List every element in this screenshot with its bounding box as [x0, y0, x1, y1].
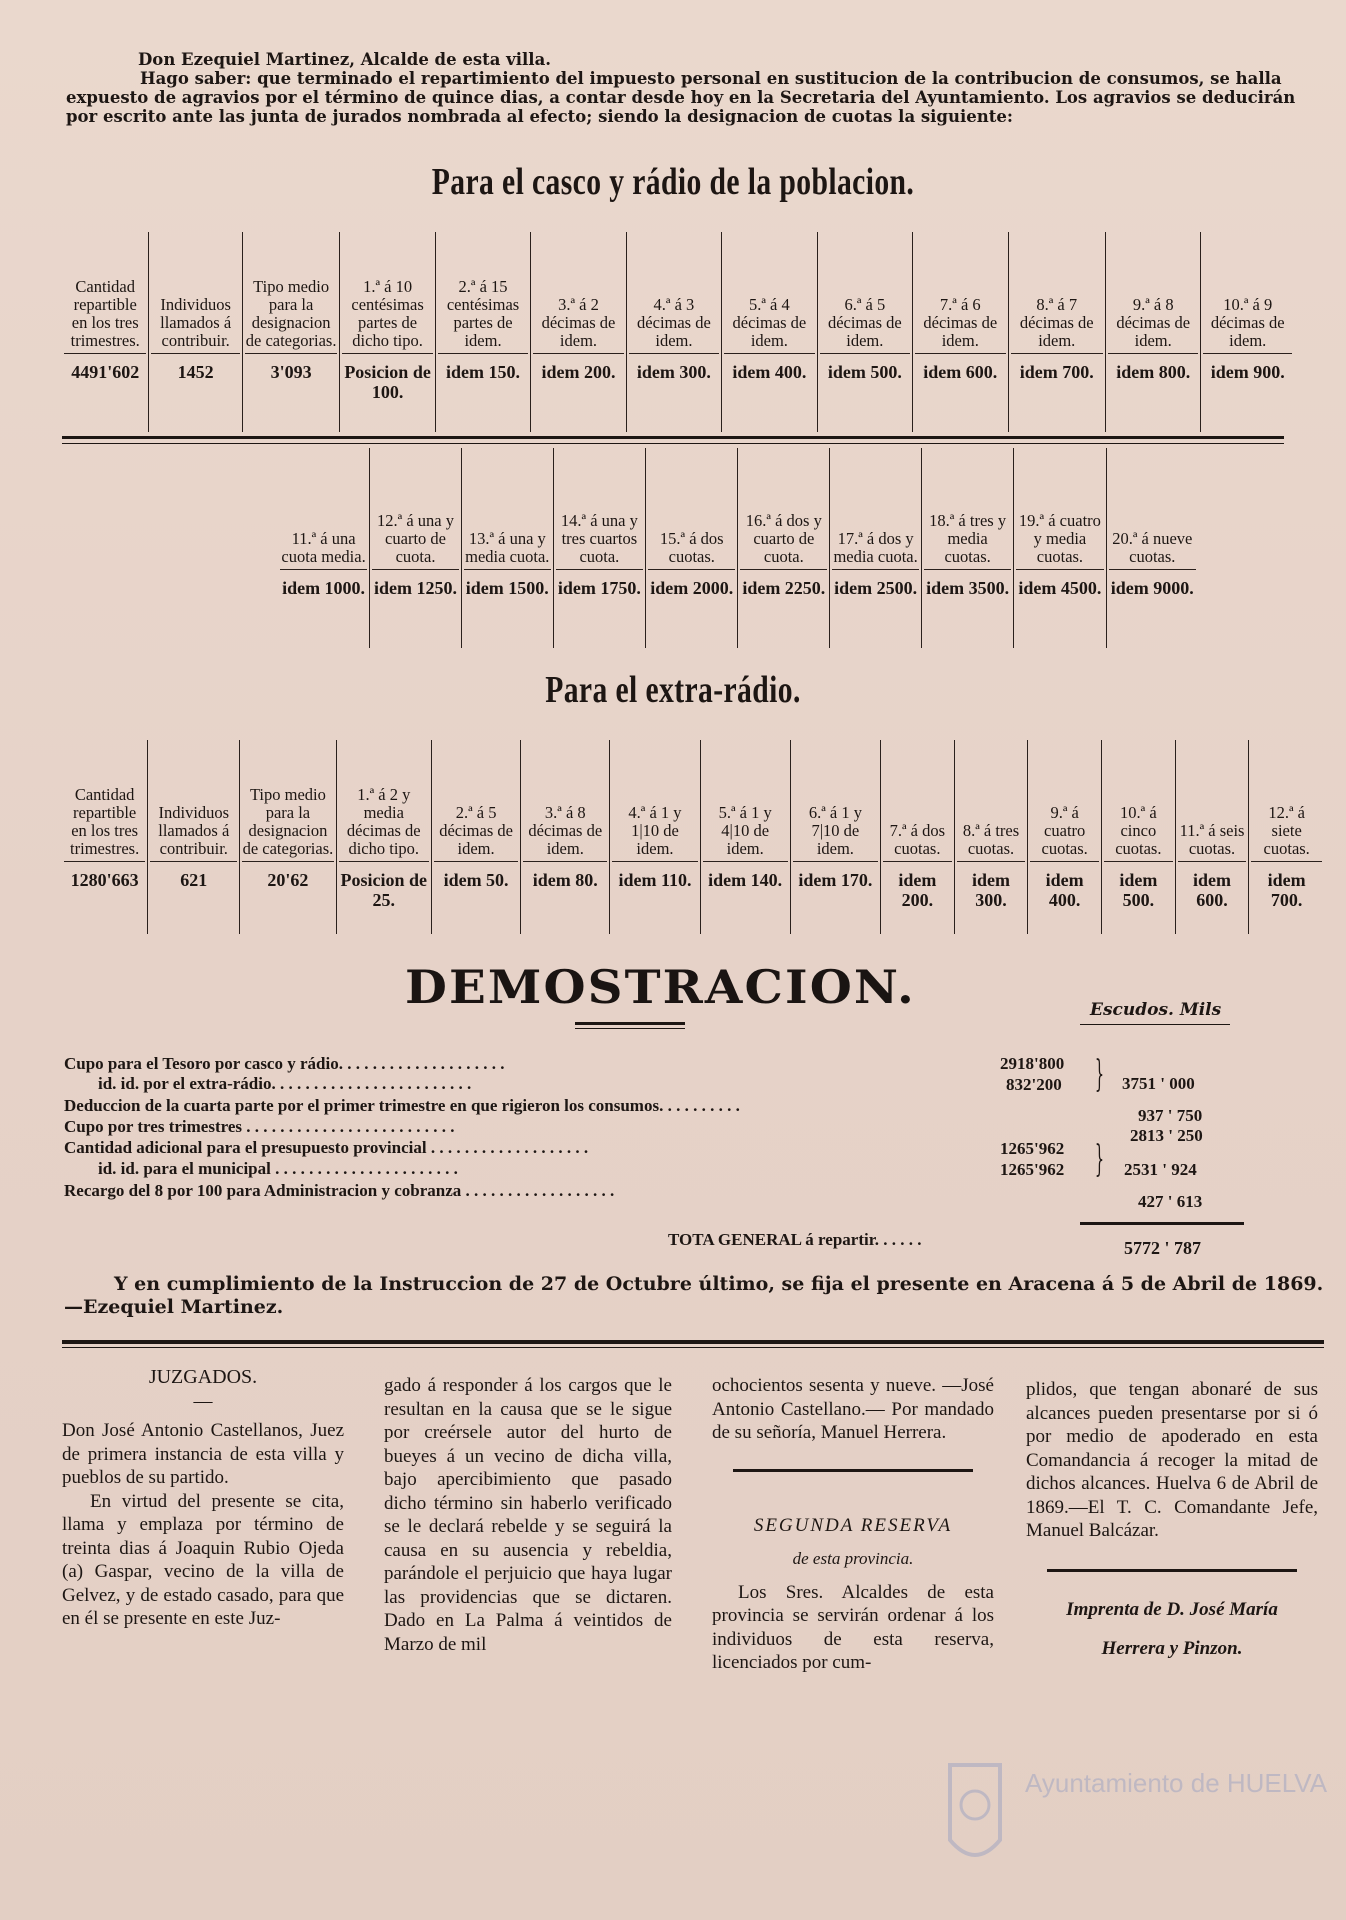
- table-cell: [1201, 232, 1294, 432]
- table-cell: [1014, 448, 1106, 648]
- table-cell: [242, 232, 339, 432]
- demo-line: id. id. para el municipal . . . . . . . . . . . . . . . . . . . . . .: [98, 1159, 458, 1178]
- extra-title: Para el extra-rádio.: [545, 669, 801, 711]
- cell-header: 10.ª á 9 décimas de idem.: [1203, 232, 1292, 354]
- demo-sub-value: 2918'800: [1000, 1054, 1065, 1073]
- divider: [1047, 1569, 1297, 1572]
- cell-value: idem 2000.: [650, 578, 734, 598]
- table-cell: [435, 232, 530, 432]
- divider: [1080, 1024, 1230, 1025]
- cell-value: idem 50.: [443, 870, 509, 890]
- casco-title: Para el casco y rádio de la poblacion.: [431, 161, 915, 203]
- closing-paragraph: Y en cumplimiento de la Instruccion de 27 de Octubre último, se fija el presente en Aracena á 5 de Abril de 1869.—Ezequiel Martinez.: [64, 1273, 1324, 1318]
- table-cell: [336, 740, 431, 934]
- cell-header: 16.ª á dos y cuarto de cuota.: [740, 448, 827, 570]
- demostracion-title: DEMOSTRACION.: [405, 960, 916, 1014]
- table-cell: [830, 448, 922, 648]
- cell-header: 11.ª á seis cuotas.: [1178, 740, 1247, 862]
- total-label: TOTA GENERAL á repartir. . . . . .: [668, 1230, 922, 1249]
- demo-line: Recargo del 8 por 100 para Administracion y cobranza . . . . . . . . . . . . . . . . . .: [64, 1181, 615, 1200]
- table-cell: [790, 740, 880, 934]
- demo-sub-value: 832'200: [1006, 1075, 1062, 1094]
- juzgados-citation: En virtud del presente se cita, llama y emplaza por término de treinta dias á Joaquin Rubio Ojeda (a) Gaspar, vecino de la villa de Gelvez, y de estado casado, para que en él se presente en este Juz-: [62, 1490, 344, 1629]
- brace: }: [1094, 1139, 1105, 1180]
- cell-value: idem 3500.: [926, 578, 1010, 598]
- table-cell: [62, 740, 148, 934]
- cell-header: 4.ª á 1 y 1|10 de idem.: [612, 740, 697, 862]
- cell-header: 8.ª á tres cuotas.: [957, 740, 1026, 862]
- cell-header: 3.ª á 8 décimas de idem.: [523, 740, 607, 862]
- cell-value: idem 150.: [446, 362, 521, 382]
- reserva-column-2: [1026, 1378, 1318, 1661]
- juzgados-signature: ochocientos sesenta y nueve. —José Antonio Castellano.— Por mandado de su señoría, Manuel Herrera.: [712, 1375, 994, 1443]
- demo-line: Cupo por tres trimestres . . . . . . . . . . . . . . . . . . . . . . . . .: [64, 1117, 455, 1136]
- cell-value: idem 1000.: [282, 578, 366, 598]
- cell-header: 10.ª á cinco cuotas.: [1104, 740, 1173, 862]
- cell-header: 2.ª á 15 centésimas partes de idem.: [438, 232, 528, 354]
- cell-value: idem 500.: [1119, 870, 1158, 910]
- cell-value: idem 170.: [798, 870, 873, 890]
- intro-heading: Don Ezequiel Martinez, Alcalde de esta villa.: [138, 50, 552, 69]
- table-cell: [1106, 448, 1198, 648]
- cell-header: 13.ª á una y media cuota.: [464, 448, 551, 570]
- cell-value: idem 400.: [732, 362, 807, 382]
- extra-table: [62, 740, 1324, 934]
- demo-value: 427 ' 613: [1138, 1192, 1203, 1211]
- cell-header: Cantidad repartible en los tres trimestres.: [64, 232, 146, 354]
- table-cell: [340, 232, 435, 432]
- cell-header: 14.ª á una y tres cuartos cuota.: [556, 448, 643, 570]
- reserva-text-cont: plidos, que tengan abonaré de sus alcances pueden presentarse por si ó por medio de apoderado en esta Comandancia á recoger la mitad de dichos alcances. Huelva 6 de Abril de 1869.—El T. C. Comandante Jefe, Manuel Balcázar.: [1026, 1379, 1318, 1541]
- demo-line: Deduccion de la cuarta parte por el primer trimestre en que rigieron los consumos. . . . . . . . . .: [64, 1096, 740, 1115]
- cell-header: 19.ª á cuatro y media cuotas.: [1016, 448, 1103, 570]
- casco-table-row2: [278, 448, 1198, 648]
- brace: }: [1094, 1054, 1105, 1095]
- cell-value: 1452: [177, 362, 214, 382]
- table-cell: [461, 448, 553, 648]
- cell-header: 7.ª á 6 décimas de idem.: [915, 232, 1005, 354]
- demo-value: 3751 ' 000: [1122, 1074, 1195, 1093]
- table-cell: [62, 232, 149, 432]
- cell-value: 3'093: [270, 362, 312, 382]
- cell-header: 6.ª á 5 décimas de idem.: [820, 232, 910, 354]
- cell-value: idem 140.: [708, 870, 783, 890]
- cell-value: idem 700.: [1267, 870, 1306, 910]
- cell-value: idem 300.: [971, 870, 1010, 910]
- intro-paragraph: Hago saber: que terminado el repartimiento del impuesto personal en sustitucion de la contribucion de consumos, se halla expuesto de agravios por el término de quince dias, a contar desde hoy en la Secretaria del Ayuntamiento. Los agravios se deducirán por escrito ante las junta de jurados nombrada al efecto; siendo la designacion de cuotas la siguiente:: [66, 69, 1296, 126]
- table-cell: [1249, 740, 1324, 934]
- table-cell: [722, 232, 817, 432]
- cell-value: 4491'602: [71, 362, 140, 382]
- cell-value: 1280'663: [70, 870, 139, 890]
- table-cell: [954, 740, 1028, 934]
- cell-header: 17.ª á dos y media cuota.: [832, 448, 919, 570]
- table-cell: [880, 740, 954, 934]
- demo-value: 2813 ' 250: [1130, 1126, 1203, 1145]
- cell-value: idem 500.: [827, 362, 902, 382]
- demo-line: Cupo para el Tesoro por casco y rádio. . . . . . . . . . . . . . . . . . . .: [64, 1054, 505, 1073]
- table-cell: [553, 448, 645, 648]
- cell-header: 3.ª á 2 décimas de idem.: [533, 232, 623, 354]
- cell-value: idem 700.: [1019, 362, 1094, 382]
- cell-value: idem 600.: [1193, 870, 1231, 910]
- divider: [575, 1028, 685, 1029]
- cell-value: idem 600.: [923, 362, 998, 382]
- cell-value: idem 110.: [618, 870, 692, 890]
- table-cell: [646, 448, 738, 648]
- demo-sub-value: 1265'962: [1000, 1139, 1065, 1158]
- table-cell: [149, 232, 242, 432]
- table-cell: [431, 740, 520, 934]
- table-cell: [278, 448, 370, 648]
- reserva-heading: SEGUNDA RESERVA: [753, 1514, 953, 1536]
- divider: [575, 1022, 685, 1025]
- cell-header: 8.ª á 7 décimas de idem.: [1011, 232, 1103, 354]
- watermark: [940, 1750, 1328, 1880]
- cell-header: 1.ª á 2 y media décimas de dicho tipo.: [339, 740, 429, 862]
- cell-value: idem 80.: [532, 870, 598, 890]
- demo-line: Cantidad adicional para el presupuesto provincial . . . . . . . . . . . . . . . . . . .: [64, 1138, 589, 1157]
- cell-value: idem 2250.: [742, 578, 826, 598]
- demo-sub-value: 1265'962: [1000, 1160, 1065, 1179]
- watermark-text: Ayuntamiento de HUELVA: [1025, 1768, 1328, 1798]
- juzgados-column: [62, 1366, 344, 1631]
- imprenta-line1: Imprenta de D. José María: [1066, 1598, 1278, 1620]
- table-cell: [370, 448, 462, 648]
- cell-value: idem 1250.: [374, 578, 458, 598]
- demo-value: 937 ' 750: [1138, 1106, 1203, 1125]
- table-cell: [738, 448, 830, 648]
- cell-value: idem 2500.: [834, 578, 918, 598]
- table-cell: [1028, 740, 1102, 934]
- cell-value: Posicion de 100.: [344, 362, 431, 402]
- cell-header: Individuos llamados á contribuir.: [151, 232, 239, 354]
- cell-value: idem 200.: [541, 362, 616, 382]
- cell-value: idem 9000.: [1110, 578, 1194, 598]
- cell-header: 11.ª á una cuota media.: [280, 448, 367, 570]
- cell-value: idem 900.: [1210, 362, 1285, 382]
- reserva-column: [712, 1374, 994, 1675]
- demo-units: Escudos. Mils: [1090, 1000, 1222, 1020]
- cell-value: idem 1750.: [557, 578, 641, 598]
- table-cell: [1175, 740, 1249, 934]
- crest-icon: [940, 1750, 1328, 1880]
- table-cell: [1105, 232, 1200, 432]
- cell-value: 20'62: [267, 870, 309, 890]
- table-cell: [913, 232, 1008, 432]
- casco-table-row1: [62, 232, 1294, 432]
- table-cell: [817, 232, 912, 432]
- juzgados-column-2: [384, 1374, 672, 1656]
- cell-header: 1.ª á 10 centésimas partes de dicho tipo.: [342, 232, 432, 354]
- divider: [1080, 1222, 1244, 1225]
- table-cell: [626, 232, 721, 432]
- cell-header: Tipo medio para la designacion de categorias.: [242, 740, 333, 862]
- table-cell: [921, 448, 1013, 648]
- cell-header: Individuos llamados á contribuir.: [150, 740, 237, 862]
- cell-header: 2.ª á 5 décimas de idem.: [434, 740, 518, 862]
- reserva-text: Los Sres. Alcaldes de esta provincia se servirán ordenar á los individuos de esta reserva, licenciados por cum-: [712, 1581, 994, 1673]
- cell-header: 9.ª á cuatro cuotas.: [1030, 740, 1099, 862]
- demo-line: id. id. por el extra-rádio. . . . . . . . . . . . . . . . . . . . . . . .: [98, 1074, 472, 1093]
- cell-header: 12.ª á una y cuarto de cuota.: [372, 448, 459, 570]
- table-cell: [610, 740, 700, 934]
- divider: [62, 1347, 1324, 1348]
- divider: [62, 1340, 1324, 1344]
- cell-header: 5.ª á 1 y 4|10 de idem.: [703, 740, 788, 862]
- cell-value: idem 4500.: [1018, 578, 1102, 598]
- table-cell: [1102, 740, 1176, 934]
- table-cell: [700, 740, 790, 934]
- cell-header: 20.ª á nueve cuotas.: [1109, 448, 1196, 570]
- cell-header: 5.ª á 4 décimas de idem.: [724, 232, 814, 354]
- cell-value: 621: [180, 870, 208, 890]
- cell-value: Posicion de 25.: [340, 870, 428, 910]
- divider: [733, 1469, 973, 1472]
- cell-header: 6.ª á 1 y 7|10 de idem.: [793, 740, 878, 862]
- cell-header: 15.ª á dos cuotas.: [648, 448, 735, 570]
- cell-header: 12.ª á siete cuotas.: [1251, 740, 1322, 862]
- cell-header: 7.ª á dos cuotas.: [883, 740, 952, 862]
- table-cell: [148, 740, 240, 934]
- demo-value: 2531 ' 924: [1124, 1160, 1197, 1179]
- cell-header: Tipo medio para la designacion de categorias.: [245, 232, 337, 354]
- cell-value: idem 300.: [636, 362, 711, 382]
- juzgados-judge: Don José Antonio Castellanos, Juez de primera instancia de esta villa y pueblos de su partido.: [62, 1420, 344, 1488]
- divider: [62, 443, 1284, 444]
- table-cell: [1008, 232, 1105, 432]
- total-value: 5772 ' 787: [1124, 1238, 1202, 1258]
- imprenta-line2: Herrera y Pinzon.: [1101, 1638, 1243, 1659]
- cell-value: idem 1500.: [465, 578, 549, 598]
- reserva-subheading: de esta provincia.: [792, 1549, 914, 1568]
- cell-value: idem 200.: [898, 870, 937, 910]
- cell-value: idem 400.: [1045, 870, 1084, 910]
- table-cell: [521, 740, 610, 934]
- juzgados-citation-cont: gado á responder á los cargos que le resultan en la causa que se le sigue por creérsele autor del hurto de bueyes á un vecino de dicha villa, bajo apercibimiento que pasado dicho término sin haberlo verificado se le declará rebelde y se seguirá la causa en su ausencia y rebeldia, parándole el perjuicio que haya lugar las providencias que se dictaren. Dado en La Palma á veintidos de Marzo de mil: [384, 1375, 672, 1655]
- juzgados-heading: JUZGADOS.: [148, 1366, 258, 1388]
- cell-header: 18.ª á tres y media cuotas.: [924, 448, 1011, 570]
- cell-value: idem 800.: [1116, 362, 1191, 382]
- cell-header: Cantidad repartible en los tres trimestres.: [64, 740, 145, 862]
- table-cell: [531, 232, 626, 432]
- intro-block: [66, 50, 1316, 126]
- table-cell: [240, 740, 336, 934]
- divider: [62, 436, 1284, 439]
- cell-header: 4.ª á 3 décimas de idem.: [629, 232, 719, 354]
- cell-header: 9.ª á 8 décimas de idem.: [1108, 232, 1198, 354]
- dash: —: [193, 1390, 213, 1412]
